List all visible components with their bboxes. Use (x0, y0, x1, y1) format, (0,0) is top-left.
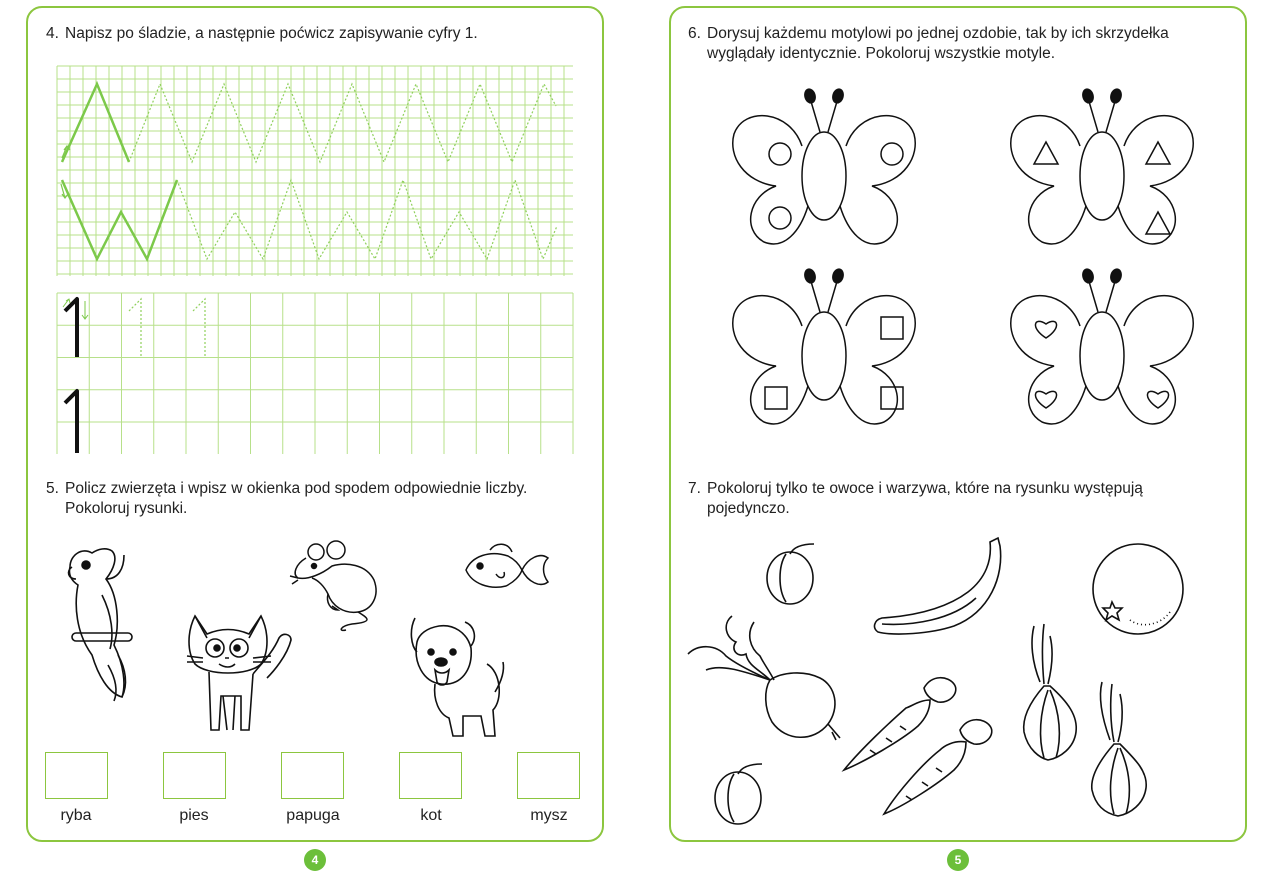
task-text-line2: Pokoloruj rysunki. (65, 500, 188, 517)
zigzag-tracing-grid[interactable] (57, 66, 573, 276)
answer-box-papuga[interactable] (281, 752, 344, 799)
page-number-badge: 5 (947, 849, 969, 871)
task-text-line2: pojedynczo. (707, 500, 790, 517)
zigzag-example-bottom (62, 180, 177, 259)
square-decoration (881, 317, 903, 339)
task-number: 6. (688, 25, 701, 42)
task-text-line1: Policz zwierzęta i wpisz w okienka pod spodem odpowiednie liczby. (65, 480, 528, 497)
onion-icon-2[interactable] (1088, 680, 1150, 820)
plum-icon-2[interactable] (712, 760, 768, 826)
task-text-line1: Pokoloruj tylko te owoce i warzywa, które na rysunku występują (707, 480, 1143, 497)
digit-1-example (65, 299, 77, 357)
task-5-instruction (46, 479, 527, 519)
task-4-instruction (46, 24, 478, 44)
page-number-badge: 4 (304, 849, 326, 871)
banana-icon[interactable] (872, 536, 1010, 638)
onion-icon[interactable] (1020, 622, 1080, 764)
answer-box-mysz[interactable] (517, 752, 580, 799)
task-number: 4. (46, 25, 59, 42)
mouse-icon (288, 540, 384, 632)
task-text-line1: Dorysuj każdemu motylowi po jednej ozdobie, tak by ich skrzydełka (707, 25, 1169, 42)
triangle-decoration (1146, 212, 1170, 234)
square-decoration (765, 387, 787, 409)
heart-decoration (1035, 391, 1056, 408)
label-papuga: papuga (286, 807, 340, 824)
carrot-icon-2[interactable] (880, 712, 1000, 818)
circle-decoration (769, 143, 791, 165)
heart-decoration (1147, 391, 1168, 408)
plum-icon[interactable] (764, 540, 820, 606)
digit-1-trace (129, 299, 141, 357)
arrow-icon (82, 301, 88, 319)
digit-1-writing-grid[interactable] (57, 293, 573, 454)
butterfly-icon (733, 88, 915, 244)
circle-decoration (769, 207, 791, 229)
task-number: 7. (688, 480, 701, 497)
label-kot: kot (420, 807, 442, 824)
label-pies: pies (179, 807, 209, 824)
butterfly-icon (733, 268, 915, 424)
label-ryba: ryba (60, 807, 92, 824)
task-text-line2: wyglądały identycznie. Pokoloruj wszystkie motyle. (707, 45, 1056, 62)
circle-decoration (881, 143, 903, 165)
fish-icon (462, 538, 550, 600)
zigzag-trace-bottom (177, 180, 557, 259)
task-text: Napisz po śladzie, a następnie poćwicz zapisywanie cyfry 1. (65, 25, 478, 42)
cat-icon (183, 612, 298, 736)
butterfly-icon (1011, 88, 1193, 244)
orange-icon[interactable] (1090, 542, 1188, 638)
butterfly-icon (1011, 268, 1193, 424)
heart-decoration (1035, 321, 1056, 338)
butterflies-area[interactable] (720, 80, 1210, 430)
triangle-decoration (1034, 142, 1058, 164)
square-decoration (881, 387, 903, 409)
dog-icon (405, 612, 509, 740)
answer-box-ryba[interactable] (45, 752, 108, 799)
task-number: 5. (46, 480, 59, 497)
digit-1-trace (193, 299, 205, 357)
parrot-icon (62, 545, 142, 705)
triangle-decoration (1146, 142, 1170, 164)
beet-icon[interactable] (686, 614, 842, 746)
label-mysz: mysz (530, 807, 568, 824)
task-7-instruction (688, 479, 1143, 519)
answer-box-kot[interactable] (399, 752, 462, 799)
answer-box-pies[interactable] (163, 752, 226, 799)
task-6-instruction (688, 24, 1169, 64)
